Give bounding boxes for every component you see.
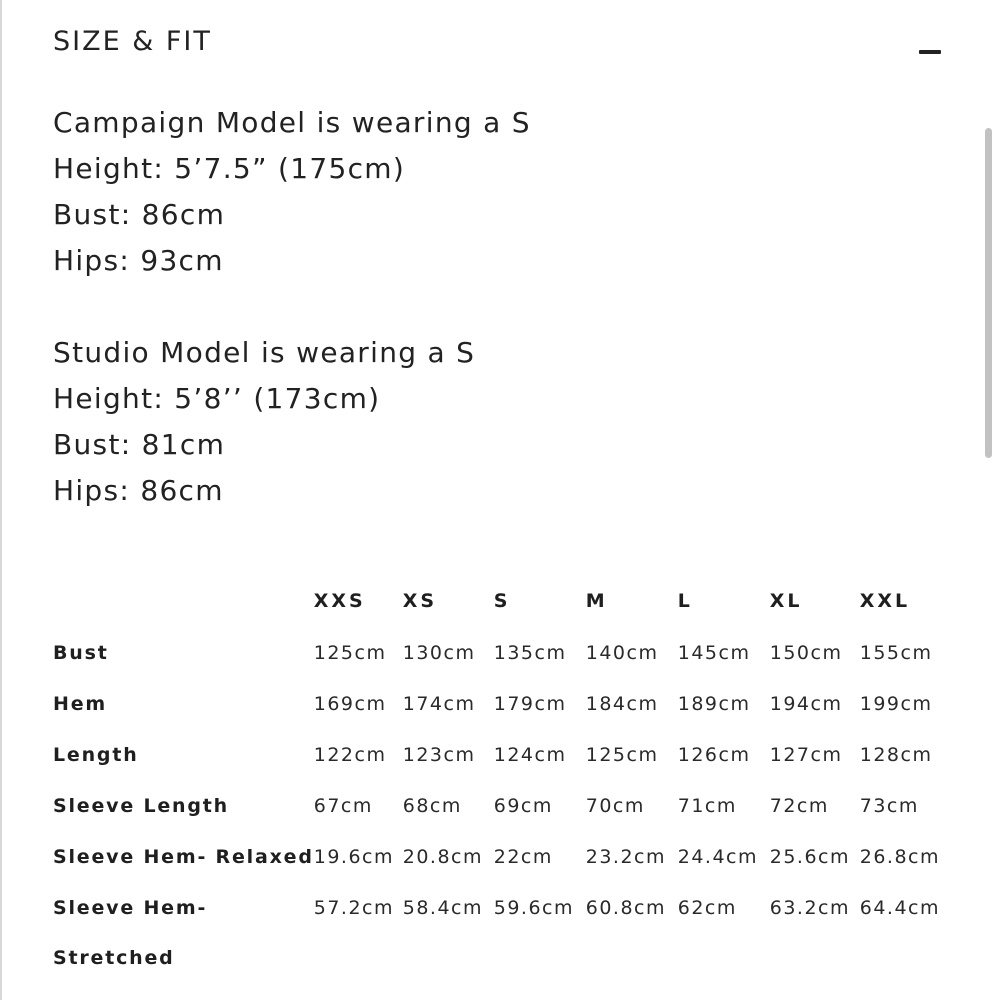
table-cell: 194cm xyxy=(769,693,843,715)
table-cell: 72cm xyxy=(769,795,829,817)
table-cell: 20.8cm xyxy=(402,846,483,868)
table-row xyxy=(53,730,949,781)
table-cell: 64.4cm xyxy=(859,897,940,919)
table-cell: 59.6cm xyxy=(493,897,574,919)
size-fit-header[interactable] xyxy=(53,22,945,66)
table-cell: 60.8cm xyxy=(585,897,666,919)
size-header-s: S xyxy=(493,590,511,612)
row-label-sleeve-hem-stretched xyxy=(53,883,314,983)
table-cell: 71cm xyxy=(677,795,737,817)
table-cell: 19.6cm xyxy=(313,846,394,868)
table-cell: 58.4cm xyxy=(402,897,483,919)
size-header-xxs: XXS xyxy=(313,590,366,612)
table-cell: 130cm xyxy=(402,642,476,664)
table-cell: 125cm xyxy=(585,744,659,766)
table-cell: 169cm xyxy=(313,693,387,715)
table-cell: 126cm xyxy=(677,744,751,766)
size-header-row xyxy=(53,578,949,628)
row-label-bust: Bust xyxy=(53,642,109,664)
table-cell: 26.8cm xyxy=(859,846,940,868)
panel-left-border xyxy=(0,0,2,1000)
campaign-model-height: Height: 5’7.5” (175cm) xyxy=(53,152,406,185)
row-label-length: Length xyxy=(53,744,139,766)
size-header-xxl: XXL xyxy=(859,590,911,612)
studio-model-hips: Hips: 86cm xyxy=(53,474,224,507)
section-title: SIZE & FIT xyxy=(53,26,212,57)
table-cell: 150cm xyxy=(769,642,843,664)
size-chart-table xyxy=(53,578,949,983)
table-cell: 124cm xyxy=(493,744,567,766)
table-cell: 179cm xyxy=(493,693,567,715)
table-row xyxy=(53,628,949,679)
table-cell: 128cm xyxy=(859,744,933,766)
table-cell: 174cm xyxy=(402,693,476,715)
table-cell: 62cm xyxy=(677,897,737,919)
table-row xyxy=(53,679,949,730)
table-cell: 199cm xyxy=(859,693,933,715)
studio-model-info xyxy=(53,330,475,514)
table-cell: 57.2cm xyxy=(313,897,394,919)
table-cell: 25.6cm xyxy=(769,846,850,868)
table-cell: 63.2cm xyxy=(769,897,850,919)
studio-model-size: Studio Model is wearing a S xyxy=(53,336,476,369)
table-cell: 127cm xyxy=(769,744,843,766)
table-cell: 122cm xyxy=(313,744,387,766)
table-cell: 68cm xyxy=(402,795,462,817)
size-header-m: M xyxy=(585,590,608,612)
table-cell: 155cm xyxy=(859,642,933,664)
campaign-model-bust: Bust: 86cm xyxy=(53,198,226,231)
campaign-model-size: Campaign Model is wearing a S xyxy=(53,106,531,139)
table-cell: 125cm xyxy=(313,642,387,664)
table-row xyxy=(53,781,949,832)
size-header-xs: XS xyxy=(402,590,438,612)
size-header-l: L xyxy=(677,590,693,612)
table-cell: 145cm xyxy=(677,642,751,664)
minus-icon xyxy=(919,50,941,54)
campaign-model-hips: Hips: 93cm xyxy=(53,244,224,277)
size-header-empty xyxy=(53,578,314,628)
row-label-hem: Hem xyxy=(53,693,107,715)
row-label-sleeve-hem-relaxed: Sleeve Hem- Relaxed xyxy=(53,846,314,868)
table-cell: 123cm xyxy=(402,744,476,766)
row-label-text: Sleeve Hem- Stretched xyxy=(53,897,208,969)
table-cell: 67cm xyxy=(313,795,373,817)
table-cell: 73cm xyxy=(859,795,919,817)
table-cell: 22cm xyxy=(493,846,553,868)
table-cell: 184cm xyxy=(585,693,659,715)
size-header-xl: XL xyxy=(769,590,803,612)
table-row xyxy=(53,832,949,883)
table-cell: 140cm xyxy=(585,642,659,664)
table-cell: 69cm xyxy=(493,795,553,817)
campaign-model-info xyxy=(53,100,531,284)
table-cell: 23.2cm xyxy=(585,846,666,868)
table-row xyxy=(53,883,949,983)
row-label-sleeve-length: Sleeve Length xyxy=(53,795,229,817)
studio-model-height: Height: 5’8’’ (173cm) xyxy=(53,382,381,415)
table-cell: 135cm xyxy=(493,642,567,664)
collapse-toggle-button[interactable] xyxy=(915,38,945,64)
table-cell: 70cm xyxy=(585,795,645,817)
studio-model-bust: Bust: 81cm xyxy=(53,428,226,461)
table-cell: 189cm xyxy=(677,693,751,715)
table-cell: 24.4cm xyxy=(677,846,758,868)
scrollbar-thumb[interactable] xyxy=(985,128,992,458)
